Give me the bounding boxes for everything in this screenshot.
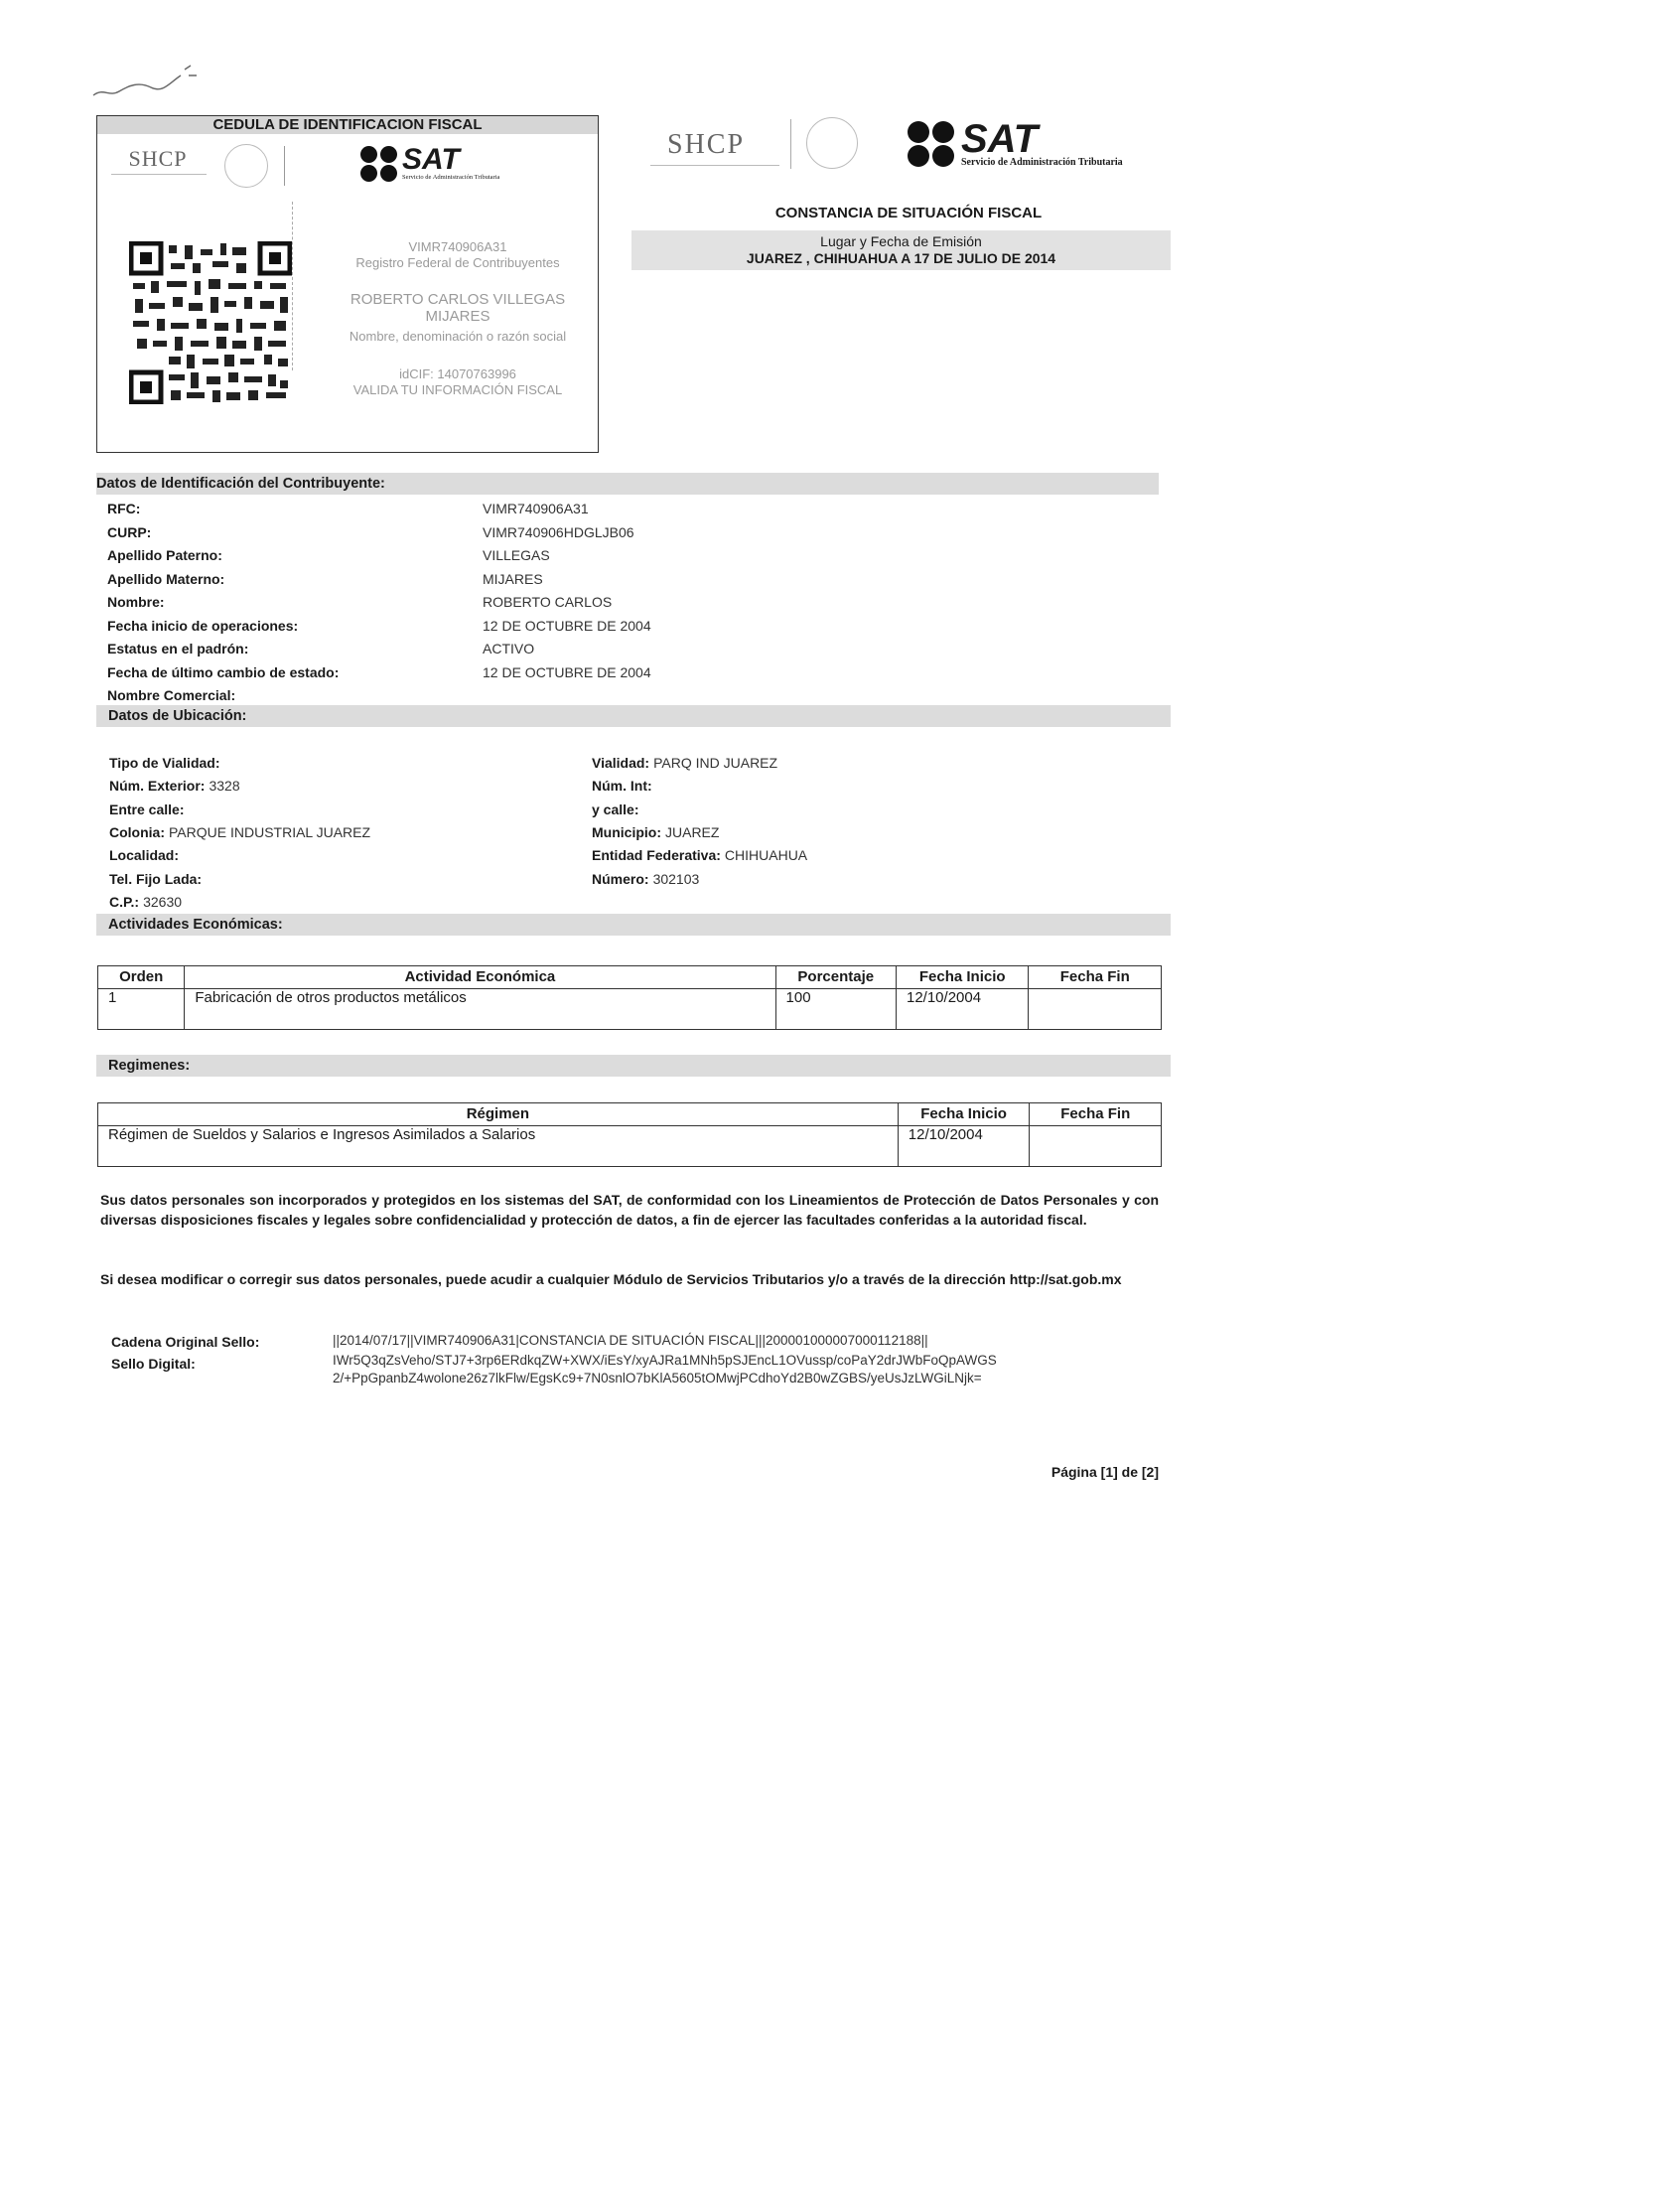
ubicacion-field-label-text: Entre calle: (109, 801, 185, 817)
ubicacion-field-label-text: Tel. Fijo Lada: (109, 870, 203, 887)
lugar-value: JUAREZ , CHIHUAHUA A 17 DE JULIO DE 2014 (746, 250, 1056, 266)
ubicacion-field-label-text: C.P.: (109, 893, 140, 910)
ubicacion-field-label-text: Tipo de Vialidad: (109, 755, 220, 771)
modify-notice: Si desea modificar o corregir sus datos personales, puede acudir a cualquier Módulo de Servicios Tributarios y/o a través de la dirección http://sat.gob.mx (100, 1271, 1122, 1287)
sello-digital-line1: IWr5Q3qZsVeho/STJ7+3rp6ERdkqZW+XWX/iEsY/xyAJRa1MNh5pSJEncL1OVussp/coPaY2drJWbFoQpAWGS (333, 1353, 997, 1368)
regimen-header-cell: Fecha Fin (1030, 1103, 1162, 1126)
national-seal-large-icon (806, 117, 858, 169)
divider-large (790, 119, 791, 169)
lugar-fecha-box (631, 230, 1171, 270)
actividad-header-cell: Fecha Fin (1029, 966, 1162, 989)
regimen-cell: Régimen de Sueldos y Salarios e Ingresos Asimilados a Salarios (98, 1126, 899, 1167)
ubicacion-field-label (592, 847, 807, 863)
cadena-label: Cadena Original Sello: (111, 1334, 260, 1350)
handwritten-mark (89, 62, 199, 101)
sat-wordmark-large: SAT (961, 117, 1039, 161)
ident-field-label: Apellido Materno: (107, 570, 225, 587)
section-ubicacion: Datos de Ubicación: (96, 705, 1171, 727)
actividades-body (98, 989, 1162, 1030)
ubicacion-field-label-text: Colonia: (109, 823, 165, 840)
cadena-value: ||2014/07/17||VIMR740906A31|CONSTANCIA DE SITUACIÓN FISCAL|||200001000007000112188|| (333, 1333, 928, 1348)
sat-logo-large (908, 117, 1123, 168)
sello-digital-line2: 2/+PpGpanbZ4wolone26z7lkFlw/EgsKc9+7N0snlO7bKlA5605tOMwjPCdhoYd2B0wZGBS/yeUsJzLWGiLNjk= (333, 1371, 982, 1385)
ident-field-value: 12 DE OCTUBRE DE 2004 (483, 663, 651, 680)
ident-field-label: Apellido Paterno: (107, 547, 222, 563)
actividad-cell: 1 (98, 989, 185, 1030)
regimen-cell (1030, 1126, 1162, 1167)
ubicacion-field-label (109, 824, 370, 840)
ident-field-value: VILLEGAS (483, 547, 550, 563)
card-valida: VALIDA TU INFORMACIÓN FISCAL (352, 382, 563, 397)
card-rfc-caption: Registro Federal de Contribuyentes (355, 255, 560, 270)
ident-field-label: Nombre Comercial: (107, 687, 236, 703)
cedula-header: CEDULA DE IDENTIFICACION FISCAL (97, 116, 598, 134)
sat-logo (360, 143, 500, 182)
sat-subtitle: Servicio de Administración Tributaria (402, 174, 500, 181)
ubicacion-field-label (592, 871, 699, 887)
ident-field-value: ACTIVO (483, 641, 535, 656)
shcp-large-subline (650, 165, 779, 180)
ubicacion-field-label (592, 824, 719, 840)
regimen-header-cell: Fecha Inicio (898, 1103, 1030, 1126)
actividad-header-cell: Orden (98, 966, 185, 989)
ident-field-label: CURP: (107, 523, 152, 540)
lugar-label: Lugar y Fecha de Emisión (820, 233, 982, 249)
actividad-cell: Fabricación de otros productos metálicos (185, 989, 775, 1030)
ubicacion-field-value: 32630 (143, 893, 183, 910)
sat-wordmark: SAT (402, 143, 460, 176)
ubicacion-field-label (109, 802, 188, 817)
sat-subtitle-large: Servicio de Administración Tributaria (961, 157, 1123, 168)
regimenes-table (97, 1102, 1162, 1167)
ident-field-label: Fecha de último cambio de estado: (107, 663, 340, 680)
card-name: ROBERTO CARLOS VILLEGAS MIJARES (350, 291, 566, 325)
ubicacion-field-label (592, 755, 777, 771)
ubicacion-field-label-text: Número: (592, 870, 649, 887)
ubicacion-field-label (592, 802, 642, 817)
ubicacion-field-value: PARQ IND JUAREZ (653, 755, 778, 771)
actividad-cell (1029, 989, 1162, 1030)
shcp-subline (111, 174, 207, 189)
ubicacion-field-label-text: Entidad Federativa: (592, 847, 721, 864)
section-regimenes: Regimenes: (96, 1055, 1171, 1077)
card-idcif: idCIF: 14070763996 (399, 366, 516, 381)
divider (284, 146, 285, 186)
actividad-header-cell: Fecha Inicio (896, 966, 1028, 989)
regimen-row (98, 1126, 1162, 1167)
ubicacion-field-value: CHIHUAHUA (724, 847, 808, 864)
ubicacion-field-value: JUAREZ (665, 823, 720, 840)
card-rfc: VIMR740906A31 (408, 239, 507, 254)
actividad-cell: 12/10/2004 (896, 989, 1028, 1030)
sello-digital-label: Sello Digital: (111, 1356, 196, 1372)
ident-field-value: VIMR740906A31 (483, 501, 589, 516)
ubicacion-field-label (109, 871, 206, 887)
ident-field-label: Fecha inicio de operaciones: (107, 617, 299, 634)
ident-field-label: RFC: (107, 501, 141, 516)
document-title: CONSTANCIA DE SITUACIÓN FISCAL (774, 205, 1043, 221)
ubicacion-field-label-text: y calle: (592, 801, 639, 817)
privacy-notice: Sus datos personales son incorporados y protegidos en los sistemas del SAT, de conformidad con los Lineamientos de Protección de Datos Personales y con diversas disposiciones fiscales y legales sobre confidencialidad y protección de datos, a fin de ejercer las facultades conferidas a la autoridad fiscal. (100, 1192, 1159, 1228)
actividades-header-row (98, 966, 1162, 989)
national-seal-icon (224, 144, 268, 188)
ubicacion-field-label-text: Localidad: (109, 847, 180, 864)
ubicacion-field-value: 302103 (652, 870, 700, 887)
section-identificacion: Datos de Identificación del Contribuyente: (96, 473, 1159, 495)
ident-field-value: 12 DE OCTUBRE DE 2004 (483, 617, 651, 634)
ubicacion-field-label (109, 894, 182, 910)
regimen-cell: 12/10/2004 (898, 1126, 1030, 1167)
regimenes-body (98, 1126, 1162, 1167)
ubicacion-field-label (109, 778, 240, 794)
actividad-row (98, 989, 1162, 1030)
ident-field-value: MIJARES (483, 570, 543, 587)
ubicacion-field-value: PARQUE INDUSTRIAL JUAREZ (169, 823, 371, 840)
shcp-logo: SHCP (128, 146, 188, 171)
shcp-logo-large: SHCP (667, 129, 746, 160)
page-number: Página [1] de [2] (1050, 1464, 1159, 1480)
ubicacion-field-label (592, 778, 656, 794)
ident-field-value: ROBERTO CARLOS (483, 594, 613, 610)
qr-code (129, 241, 292, 404)
ubicacion-field-label-text: Vialidad: (592, 755, 650, 771)
ubicacion-field-label-text: Núm. Exterior: (109, 778, 206, 795)
ident-field-label: Nombre: (107, 594, 165, 610)
actividades-table (97, 965, 1162, 1030)
card-name-caption: Nombre, denominación o razón social (349, 329, 567, 344)
ident-field-label: Estatus en el padrón: (107, 641, 249, 656)
ubicacion-field-label (109, 755, 224, 771)
ubicacion-field-label-text: Municipio: (592, 823, 661, 840)
cedula-card (96, 115, 599, 453)
ident-field-value: VIMR740906HDGLJB06 (483, 523, 634, 540)
regimen-header-cell: Régimen (98, 1103, 899, 1126)
ubicacion-field-label-text: Núm. Int: (592, 778, 652, 795)
ubicacion-field-label (109, 847, 183, 863)
actividad-cell: 100 (775, 989, 896, 1030)
section-actividades: Actividades Económicas: (96, 914, 1171, 936)
actividad-header-cell: Actividad Económica (185, 966, 775, 989)
actividad-header-cell: Porcentaje (775, 966, 896, 989)
regimenes-header-row (98, 1103, 1162, 1126)
card-separator (292, 202, 294, 370)
ubicacion-field-value: 3328 (209, 778, 240, 795)
